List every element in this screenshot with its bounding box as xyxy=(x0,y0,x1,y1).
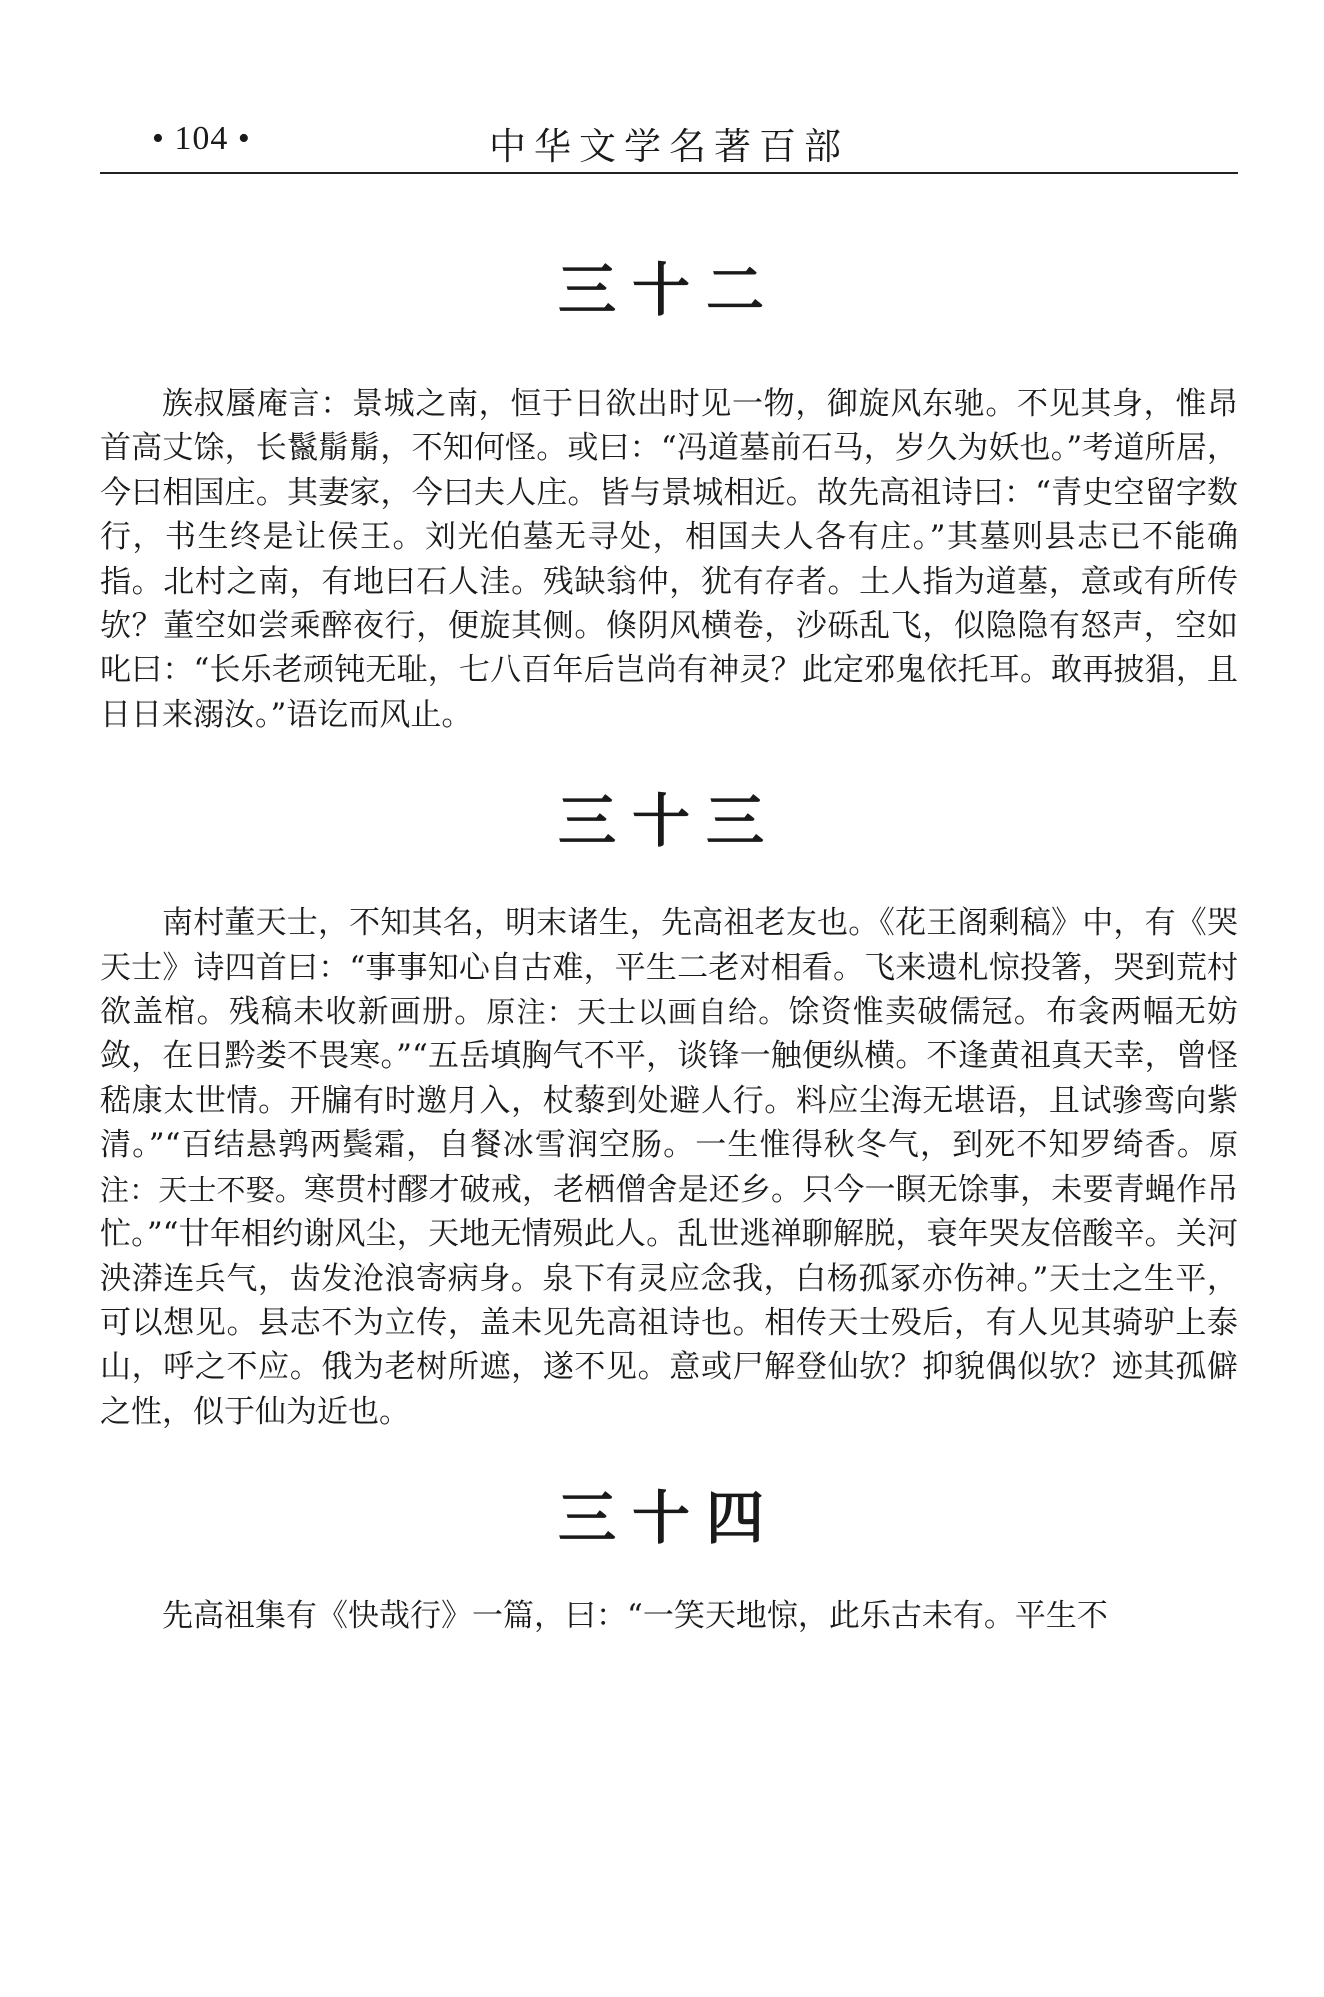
section-title-32: 三十二 xyxy=(557,256,780,324)
book-title: 中华文学名著百部 xyxy=(489,125,849,168)
running-header xyxy=(100,112,1238,174)
section-paragraph-33 xyxy=(100,901,1238,1434)
paragraph-text: 南村董天士，不知其名，明末诸生，先高祖老友也。《花王阁剩稿》中，有《哭天士》诗四首曰：“事事知心自古难，平生二老对相看。飞来遗札惊投箸，哭到荒村欲盖棺。残稿未收新画册。 xyxy=(100,905,1238,1031)
section-paragraph-32: 族叔蜃庵言：景城之南，恒于日欲出时见一物，御旋风东驰。不见其身，惟昂首高丈馀，长鬣鬅鬅，不知何怪。或曰：“冯道墓前石马，岁久为妖也。”考道所居，今曰相国庄。其妻家，今曰夫人庄。皆与景城相近。故先高祖诗曰：“青史空留字数行，书生终是让侯王。刘光伯墓无寻处，相国夫人各有庄。”其墓则县志已不能确指。北村之南，有地曰石人洼。残缺翁仲，犹有存者。土人指为道墓，意或有所传欤？董空如尝乘醉夜行，便旋其侧。倏阴风横卷，沙砾乱飞，似隐隐有怒声，空如叱曰：“长乐老顽钝无耻，七八百年后岂尚有神灵？此定邪鬼依托耳。敢再披猖，且日日来溺汝。”语讫而风止。 xyxy=(100,386,1238,733)
section-title-33: 三十三 xyxy=(557,787,780,856)
page-number: • 104 • xyxy=(152,120,251,157)
section-paragraph-34: 先高祖集有《快哉行》一篇，曰：“一笑天地惊，此乐古未有。平生不 xyxy=(162,1598,1108,1635)
section-title-34: 三十四 xyxy=(557,1484,780,1553)
paragraph-text: 寒贯村醪才破戒，老栖僧舍是还乡。只今一瞑无馀事，未要青蝇作吊忙。”“廿年相约谢风尘，天地无情殒此人。乱世逃禅聊解脱，衰年哭友倍酸辛。关河泱漭连兵气，齿发沧浪寄病身。泉下有灵应念我，白杨孤冢亦伤神。”天士之生平，可以想见。县志不为立传，盖未见先高祖诗也。相传天士殁后，有人见其骑驴上泰山，呼之不应。俄为老树所遮，遂不见。意或尸解登仙欤？抑貌偶似欤？迹其孤僻之性，似于仙为近也。 xyxy=(100,1171,1238,1430)
original-note: 原注：天士不娶。 xyxy=(100,1128,1238,1207)
original-note: 原注：天士以画自给。 xyxy=(486,995,789,1030)
page-body xyxy=(100,250,1238,1639)
paragraph-text: 馀资惟卖破儒冠。布衾两幅无妨敛，在日黔娄不畏寒。”“五岳填胸气不平，谈锋一触便纵横。不逢黄祖真天幸，曾怪嵇康太世情。开牖有时邀月入，杖藜到处避人行。料应尘海无堪语，且试骖鸾向紫清。”“百结悬鹑两鬓霜，自餐冰雪润空肠。一生惟得秋冬气，到死不知罗绮香。 xyxy=(100,994,1238,1164)
